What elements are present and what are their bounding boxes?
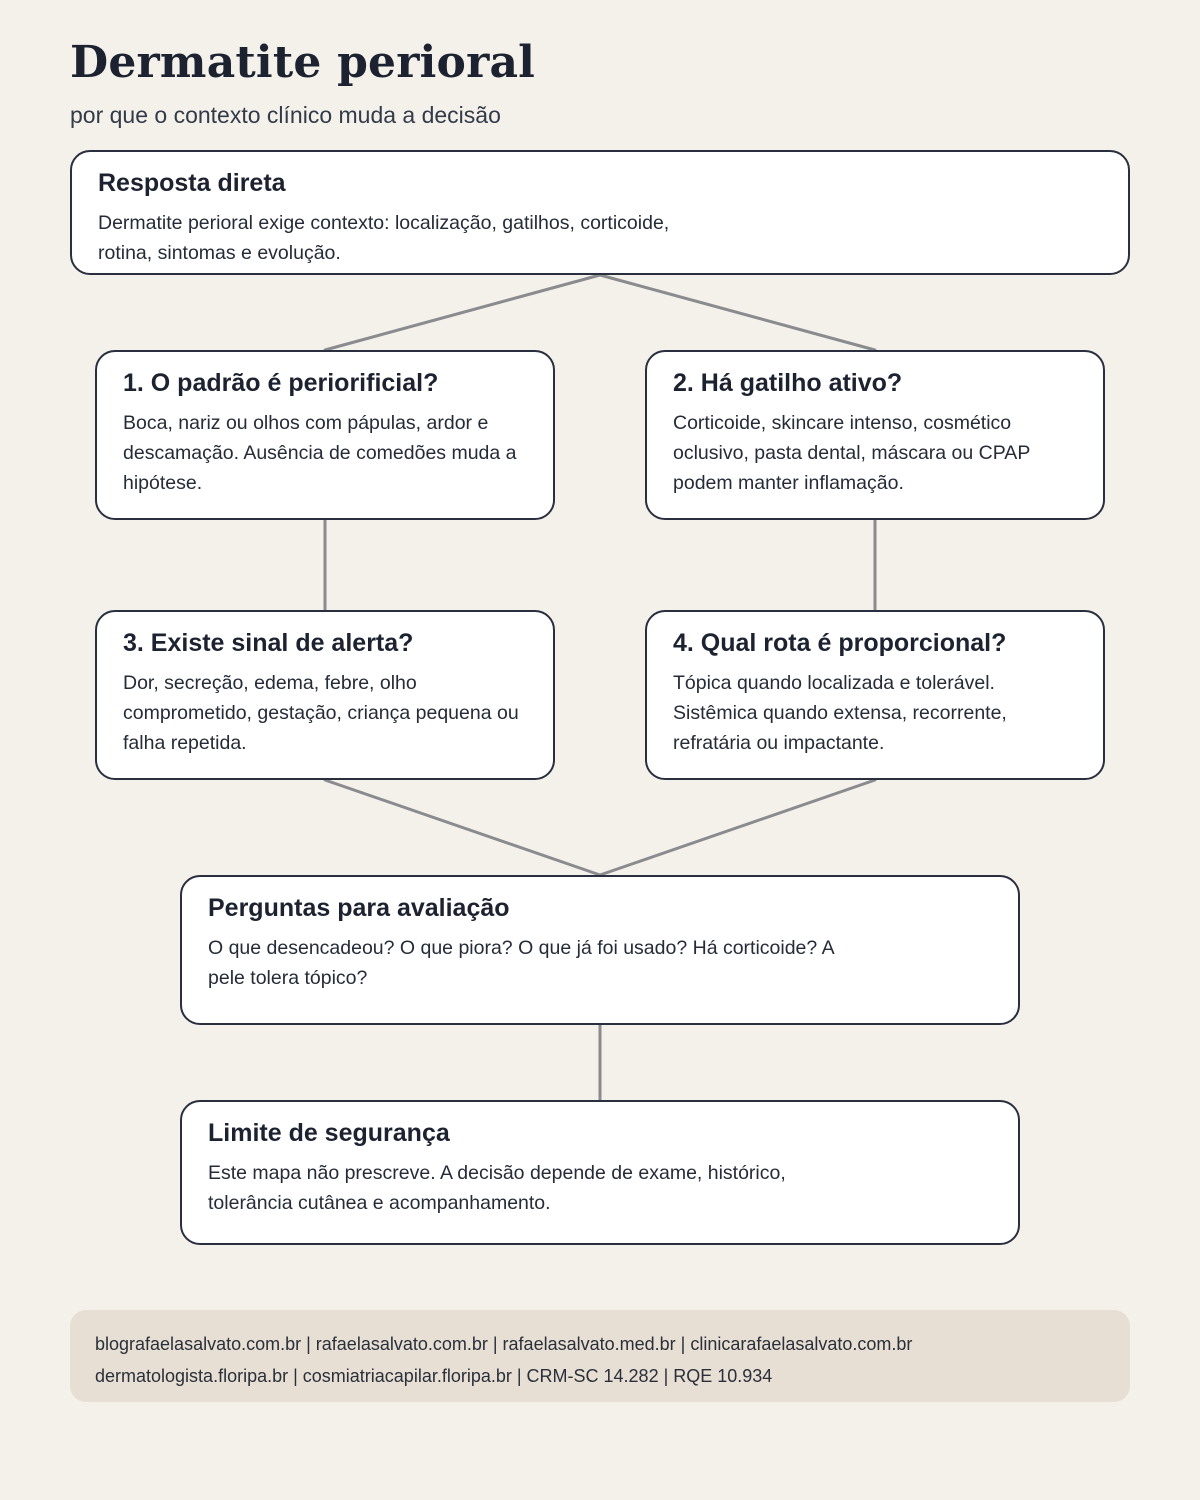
page-title: Dermatite perioral — [70, 37, 536, 88]
safety-limit-text: Este mapa não prescreve. A decisão depende de exame, histórico, tolerância cutânea e acompanhamento. — [208, 1162, 786, 1214]
step-2-text: Corticoide, skincare intenso, cosmético oclusivo, pasta dental, máscara ou CPAP podem manter inflamação. — [673, 412, 1030, 494]
connector-step3-to-questions — [325, 780, 600, 875]
step-1-box — [95, 350, 555, 520]
step-4-box — [645, 610, 1105, 780]
safety-limit-title: Limite de segurança — [208, 1119, 450, 1147]
evaluation-questions-title: Perguntas para avaliação — [208, 894, 510, 922]
direct-answer-title: Resposta direta — [98, 169, 286, 197]
connector-answer-to-step2 — [600, 275, 875, 350]
step-4-text: Tópica quando localizada e tolerável. Sistêmica quando extensa, recorrente, refratária ou impactante. — [673, 672, 1007, 754]
step-3-box — [95, 610, 555, 780]
step-3-title: 3. Existe sinal de alerta? — [123, 629, 414, 657]
step-2-title: 2. Há gatilho ativo? — [673, 369, 903, 397]
connector-step4-to-questions — [600, 780, 875, 875]
footer-line-2: dermatologista.floripa.br | cosmiatriacapilar.floripa.br | CRM-SC 14.282 | RQE 10.934 — [95, 1366, 773, 1386]
connector-answer-to-step1 — [325, 275, 600, 350]
safety-limit-box — [180, 1100, 1020, 1245]
evaluation-questions-box — [180, 875, 1020, 1025]
footer-credits — [70, 1310, 1130, 1402]
direct-answer-text: Dermatite perioral exige contexto: localização, gatilhos, corticoide, rotina, sintomas e evolução. — [98, 212, 670, 264]
page-subtitle: por que o contexto clínico muda a decisão — [70, 102, 501, 128]
step-2-box — [645, 350, 1105, 520]
direct-answer-box — [70, 150, 1130, 275]
step-1-title: 1. O padrão é periorificial? — [123, 369, 439, 397]
step-4-title: 4. Qual rota é proporcional? — [673, 629, 1007, 657]
evaluation-questions-text: O que desencadeou? O que piora? O que já foi usado? Há corticoide? A pele tolera tópico? — [208, 937, 834, 989]
step-1-text: Boca, nariz ou olhos com pápulas, ardor e descamação. Ausência de comedões muda a hipótese. — [123, 412, 517, 494]
footer-line-1: blografaelasalvato.com.br | rafaelasalvato.com.br | rafaelasalvato.med.br | clinicarafaelasalvato.com.br — [95, 1334, 913, 1354]
step-3-text: Dor, secreção, edema, febre, olho comprometido, gestação, criança pequena ou falha repetida. — [123, 672, 519, 754]
